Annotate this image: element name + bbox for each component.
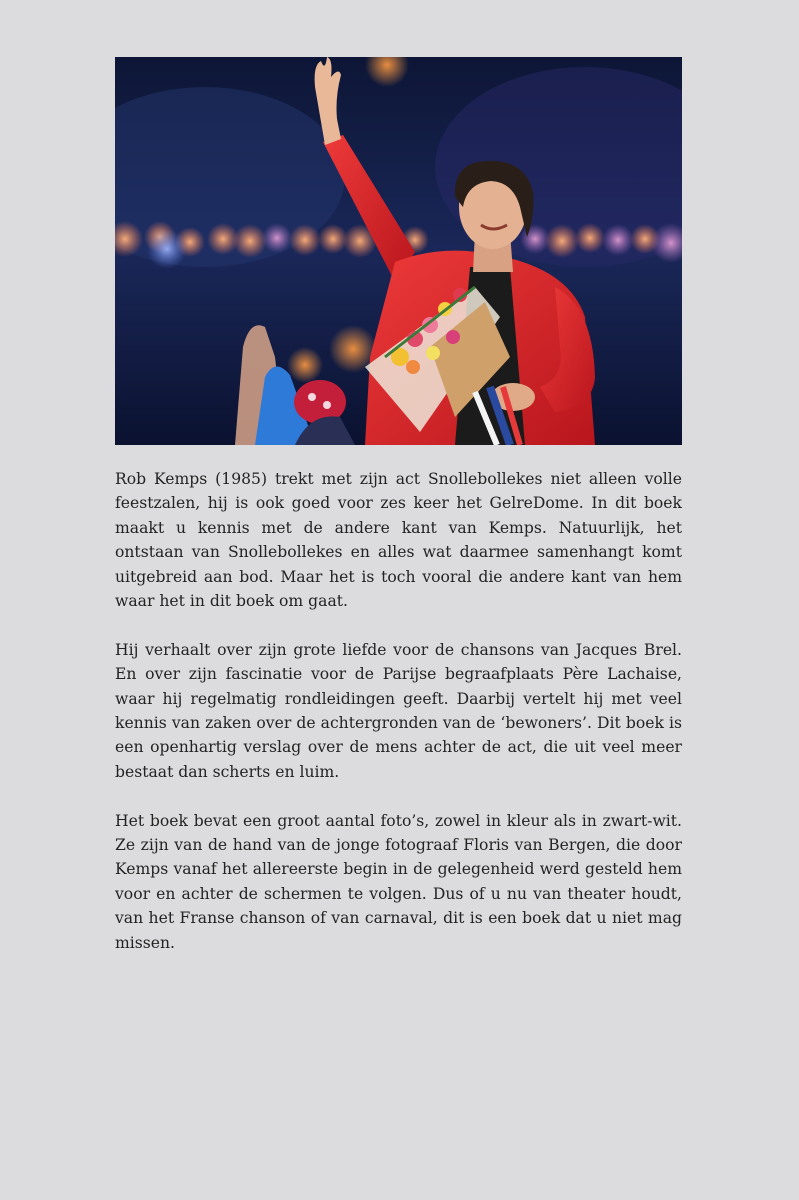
cover-photo: [115, 57, 682, 445]
description-paragraph-2: Hij verhaalt over zijn grote liefde voor de chansons van Jacques Brel. En over zijn fascinatie voor de Parijse begraafplaats Père Lachaise, waar hij regelmatig rondleidingen geeft. Daarbij vertelt hij met veel kennis van zaken over de achtergronden van de ‘bewoners’. Dit boek is een openhartig verslag over de mens achter de act, die uit veel meer bestaat dan scherts en luim.: [115, 640, 682, 781]
description-paragraph-1: Rob Kemps (1985) trekt met zijn act Snollebollekes niet alleen volle feestzalen, hij is ook goed voor zes keer het GelreDome. In dit boek maakt u kennis met de andere kant van Kemps. Natuurlijk, het ontstaan van Snollebollekes en alles wat daarmee samenhangt komt uitgebreid aan bod. Maar het is toch vooral die andere kant van hem waar het in dit boek om gaat.: [115, 470, 682, 611]
photo-of-performer-waving-with-flowers: [115, 57, 682, 445]
book-description: [115, 467, 682, 979]
description-paragraph-3: Het boek bevat een groot aantal foto’s, zowel in kleur als in zwart-wit. Ze zijn van de hand van de jonge fotograaf Floris van Bergen, die door Kemps vanaf het allereerste begin in de gelegenheid werd gesteld hem voor en achter de schermen te volgen. Dus of u nu van theater houdt, van het Franse chanson of van carnaval, dit is een boek dat u niet mag missen.: [115, 811, 682, 952]
